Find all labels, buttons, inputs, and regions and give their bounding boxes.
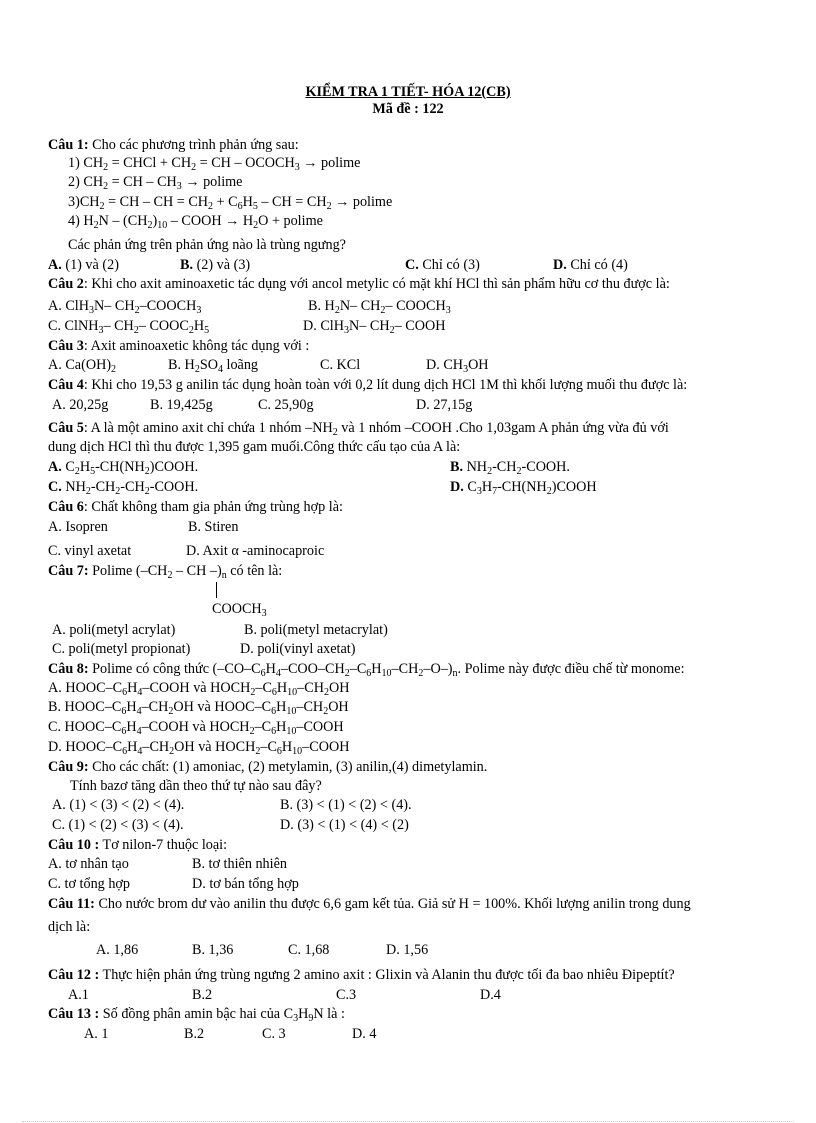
question-2: Câu 2: Khi cho axit aminoaxetic tác dụng với ancol metylic có mặt khí HCl thì sản phẩm hữu cơ thu được là: [48,276,670,292]
option-c: C. KCl [320,357,361,373]
question-12: Câu 12 : Thực hiện phản ứng trùng ngưng 2 amino axit : Glixin và Alanin thu được tối đa bao nhiêu Đipeptít? [48,967,675,983]
branch-group: $COOCH_3$ [212,601,267,619]
option-d: D. Axit α -aminocaproic [186,543,325,559]
option-b: B. 1,36 [192,942,234,958]
option-d: D. ClH$_3$N– $CH_2-$ COOH [303,318,446,336]
reaction-4: 4) $H_2N - (CH_2)_{10}$ – COOH → $H_2O + polime$ [68,213,323,231]
option-c: C. Chỉ có (3) [405,257,480,273]
question-8: Câu 8: Polime có công thức $(-CO-C_6H_4-COO-CH_2-C_6H_{10}-CH_2-O-)_n$. Polime này được điều chế từ monome: [48,661,685,679]
option-a: A. 20,25g [52,397,109,413]
option-b: B. tơ thiên nhiên [192,856,287,872]
exam-code: Mã đề : 122 [372,101,444,117]
question-5-cont: dung dịch HCl thì thu được 1,395 gam muối.Công thức cấu tạo của A là: [48,439,461,455]
option-a: A.1 [68,987,89,1003]
option-b: B. $H_2SO_4$ loãng [168,357,259,375]
option-b: B. (3) < (1) < (2) < (4). [280,797,412,813]
page-bottom-rule [22,1121,794,1122]
option-c: C. 3 [262,1026,286,1042]
option-d: D. Chỉ có (4) [553,257,628,273]
option-d: D. (3) < (1) < (4) < (2) [280,817,409,833]
option-a: A. (1) và (2) [48,257,119,273]
option-b: B. $H_2N-$ $CH_2-$ $COOCH_3$ [308,298,451,316]
exam-title: KIỂM TRA 1 TIẾT- HÓA 12(CB) [305,84,511,100]
question-11-cont: dịch là: [48,919,91,935]
question-7: Câu 7: Polime ($-CH_2$ – CH $-)_n$ có tên là: [48,563,283,581]
option-c: C. $NH_2-CH_2-CH_2$-COOH. [48,479,199,497]
option-a: A. ClH$_3$N– $CH_2-COOCH_3$ [48,298,202,316]
option-d: D. $CH_3OH$ [426,357,489,375]
option-c: C. vinyl axetat [48,543,132,559]
option-b: B. 19,425g [150,397,213,413]
question-stem: Cho các phương trình phản ứng sau: [88,137,299,153]
reaction-3: $3)CH_2$ = CH – CH = $CH_2 + C_6H_5$ – CH = $CH_2 \to polime$ [68,194,393,212]
option-d: D.4 [480,987,501,1003]
option-c: C. poli(metyl propionat) [52,641,191,657]
option-d: D. tơ bán tổng hợp [192,876,299,892]
option-b: B. (2) và (3) [180,257,251,273]
option-d: D. $C_3H_7-CH(NH_2)COOH$ [450,479,597,497]
question-1-ask: Các phản ứng trên phản ứng nào là trùng ngưng? [68,237,346,253]
question-6: Câu 6: Chất không tham gia phản ứng trùng hợp là: [48,499,343,515]
option-b: B.2 [184,1026,205,1042]
option-a: A. 1 [84,1026,109,1042]
question-5: Câu 5: A là một amino axit chỉ chứa 1 nhóm $-NH_2$ và 1 nhóm –COOH .Cho 1,03gam A phản ứng vừa đủ với [48,420,669,438]
option-a: A. 1,86 [96,942,139,958]
bond-line [216,582,217,598]
option-b: B.2 [192,987,213,1003]
option-c: C.3 [336,987,357,1003]
option-a: A. HOOC–$C_6H_4$–COOH và $HOCH_2-C_6H_{10}-CH_2OH$ [48,680,350,698]
question-label: Câu 1: [48,137,89,153]
option-d: D. 1,56 [386,942,429,958]
option-b: B. $NH_2-CH_2$-COOH. [450,459,570,477]
option-b: B. poli(metyl metacrylat) [244,622,388,638]
option-d: D. 4 [352,1026,377,1042]
option-b: B. HOOC–$C_6H_4-CH_2OH$ và HOOC–$C_6H_{10}-CH_2OH$ [48,699,349,717]
option-c: C. 1,68 [288,942,330,958]
question-13: Câu 13 : Số đồng phân amin bậc hai của $C_3H_9N$ là : [48,1006,345,1024]
reaction-1: 1) $CH_2$ = CHCl + $CH_2$ = CH – $OCOCH_3 \to polime$ [68,155,361,173]
option-a: A. $C_2H_5-CH(NH_2)COOH$. [48,459,199,477]
option-c: C. tơ tổng hợp [48,876,131,892]
option-d: D. HOOC–$C_6H_4-CH_2OH$ và $HOCH_2-C_6H_{10}$–COOH [48,739,350,757]
option-c: C. (1) < (2) < (3) < (4). [52,817,184,833]
question-9-ask: Tính bazơ tăng dần theo thứ tự nào sau đây? [70,778,322,794]
option-c: C. HOOC–$C_6H_4$–COOH và $HOCH_2-C_6H_{10}$–COOH [48,719,344,737]
option-a: A. (1) < (3) < (2) < (4). [52,797,185,813]
option-a: A. $Ca(OH)_2$ [48,357,117,375]
question-10: Câu 10 : Tơ nilon-7 thuộc loại: [48,837,228,853]
option-a: A. poli(metyl acrylat) [52,622,176,638]
option-c: C. ClNH$_3$– $CH_2-$ $COOC_2H_5$ [48,318,210,336]
option-d: D. poli(vinyl axetat) [240,641,356,657]
option-a: A. Isopren [48,519,108,535]
reaction-2: 2) $CH_2$ = CH – $CH_3 \to polime$ [68,174,243,192]
option-c: C. 25,90g [258,397,314,413]
option-a: A. tơ nhân tạo [48,856,129,872]
question-3: Câu 3: Axit aminoaxetic không tác dụng với : [48,338,310,354]
question-1 [48,137,299,154]
option-b: B. Stiren [188,519,239,535]
question-4: Câu 4: Khi cho 19,53 g anilin tác dụng hoàn toàn với 0,2 lít dung dịch HCl 1M thì khối lượng muối thu được là: [48,377,688,393]
question-9: Câu 9: Cho các chất: (1) amoniac, (2) metylamin, (3) anilin,(4) dimetylamin. [48,759,488,775]
option-d: D. 27,15g [416,397,473,413]
question-11: Câu 11: Cho nước brom dư vào anilin thu được 6,6 gam kết tủa. Giả sử H = 100%. Khối lượng anilin trong dung [48,896,691,912]
